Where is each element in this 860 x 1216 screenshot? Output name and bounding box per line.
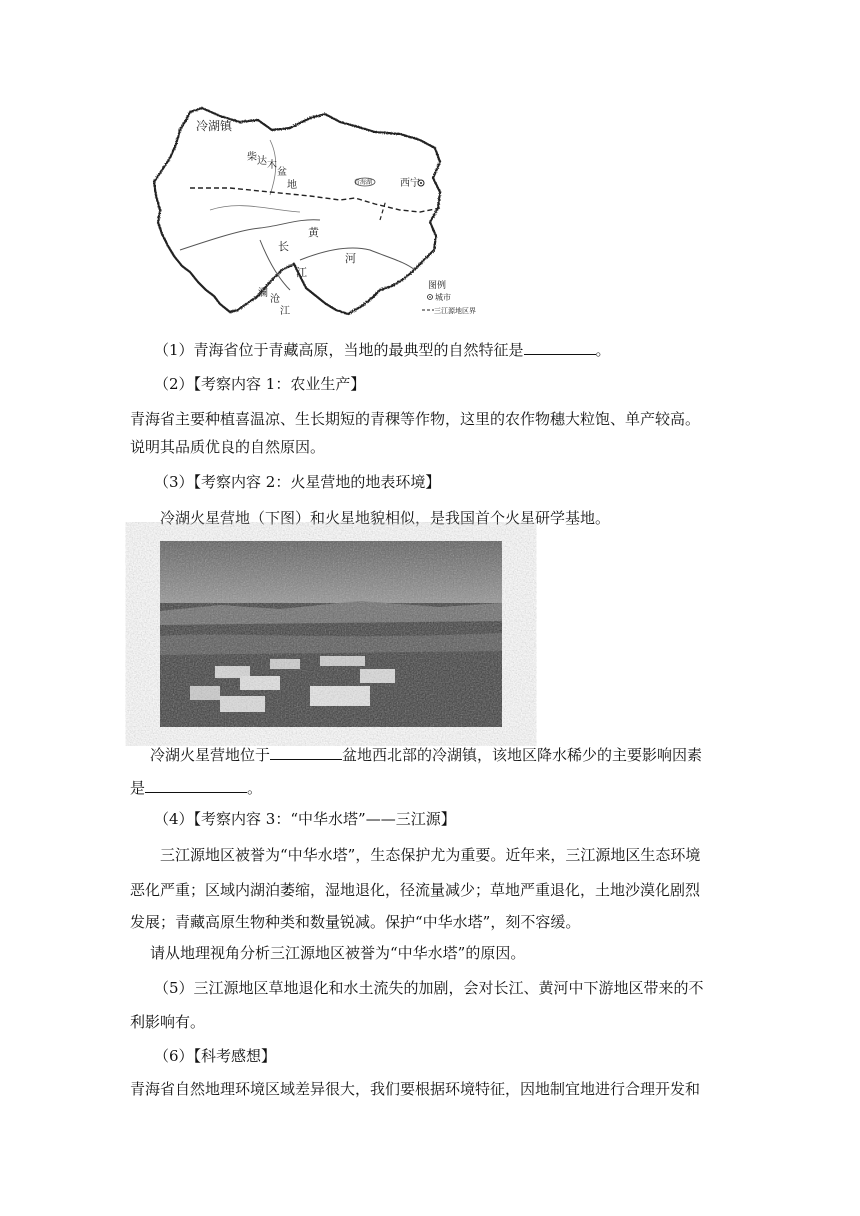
q2-line2: 说明其品质优良的自然原因。 bbox=[130, 438, 326, 456]
map-label-qinghai-lake: 青海湖 bbox=[354, 179, 373, 186]
q1-answer-blank[interactable] bbox=[524, 338, 596, 355]
q5-line1: （5）三江源地区草地退化和水土流失的加剧，会对长江、黄河中下游地区带来的不 bbox=[154, 979, 704, 997]
mars-camp-photo bbox=[160, 541, 502, 727]
q3-end: 。 bbox=[247, 779, 263, 797]
map-label-qaidam-4: 盆 bbox=[277, 167, 287, 178]
q3-text-c: 是 bbox=[130, 779, 146, 797]
q5-line2: 利影响有。 bbox=[130, 1013, 206, 1031]
map-label-yangtze-1: 长 bbox=[278, 240, 289, 253]
map-label-yellow-2: 河 bbox=[345, 252, 356, 265]
q2-line1: 青海省主要种植喜温凉、生长期短的青稞等作物，这里的农作物穗大粒饱、单产较高。 bbox=[130, 410, 701, 428]
map-label-yangtze-2: 江 bbox=[296, 266, 307, 279]
q4-p1-line1: 三江源地区被誉为“中华水塔”，生态保护尤为重要。近年来，三江源地区生态环境 bbox=[160, 846, 701, 864]
q3-line1 bbox=[150, 743, 702, 765]
map-label-qaidam-5: 地 bbox=[287, 180, 297, 191]
map-label-lancang-3: 江 bbox=[280, 306, 290, 317]
q6-line1: 青海省自然地理环境区域差异很大，我们要根据环境特征，因地制宜地进行合理开发和 bbox=[130, 1080, 701, 1098]
legend-city-icon-dot bbox=[429, 296, 431, 298]
legend-boundary-label: 三江源地区界 bbox=[434, 307, 476, 315]
q3-basin-blank[interactable] bbox=[270, 743, 342, 760]
q3-factor-blank[interactable] bbox=[145, 776, 247, 793]
river-line bbox=[210, 206, 300, 212]
q3-intro: 冷湖火星营地（下图）和火星地貌相似，是我国首个火星研学基地。 bbox=[160, 509, 611, 527]
map-label-lancang-1: 澜 bbox=[258, 288, 268, 299]
q6-heading: （6）【科考感想】 bbox=[154, 1047, 277, 1065]
river-line bbox=[300, 248, 415, 270]
map-label-xining: 西宁 bbox=[400, 178, 420, 189]
city-marker-xining-dot bbox=[420, 182, 422, 184]
q4-p1-line3: 发展；青藏高原生物种类和数量锐减。保护“中华水塔”，刻不容缓。 bbox=[130, 913, 581, 931]
map-label-qaidam-3: 木 bbox=[267, 160, 277, 171]
q1-line bbox=[154, 338, 611, 360]
sanjiangyuan-boundary bbox=[380, 200, 386, 220]
q4-heading: （4）【考察内容 3：“中华水塔”——三江源】 bbox=[154, 810, 456, 828]
map-label-yellow-1: 黄 bbox=[308, 226, 319, 239]
map-label-lenghu: 冷湖镇 bbox=[195, 119, 233, 133]
qinghai-map bbox=[150, 100, 476, 318]
province-outline bbox=[154, 108, 440, 314]
q3-heading: （3）【考察内容 2：火星营地的地表环境】 bbox=[154, 473, 441, 491]
q4-p1-line2: 恶化严重；区域内湖泊萎缩，湿地退化，径流量减少；草地严重退化，土地沙漠化剧烈 bbox=[130, 881, 701, 899]
river-line bbox=[180, 220, 320, 250]
q1-end: 。 bbox=[595, 341, 611, 359]
q3-line2 bbox=[130, 776, 262, 798]
q3-text-a: 冷湖火星营地位于 bbox=[150, 746, 271, 764]
map-label-qaidam-1: 柴 bbox=[247, 152, 257, 163]
map-legend bbox=[422, 279, 476, 315]
q4-question: 请从地理视角分析三江源地区被誉为“中华水塔”的原因。 bbox=[150, 944, 526, 962]
legend-city-label: 城市 bbox=[435, 293, 451, 302]
legend-title: 图例 bbox=[428, 281, 447, 291]
q1-text: （1）青海省位于青藏高原，当地的最典型的自然特征是 bbox=[154, 341, 524, 359]
q3-text-b: 盆地西北部的冷湖镇，该地区降水稀少的主要影响因素 bbox=[342, 746, 703, 764]
map-label-lancang-2: 沧 bbox=[270, 294, 280, 305]
q2-heading: （2）【考察内容 1：农业生产】 bbox=[154, 375, 366, 393]
map-label-qaidam-2: 达 bbox=[257, 156, 267, 167]
sanjiangyuan-boundary bbox=[190, 188, 440, 212]
